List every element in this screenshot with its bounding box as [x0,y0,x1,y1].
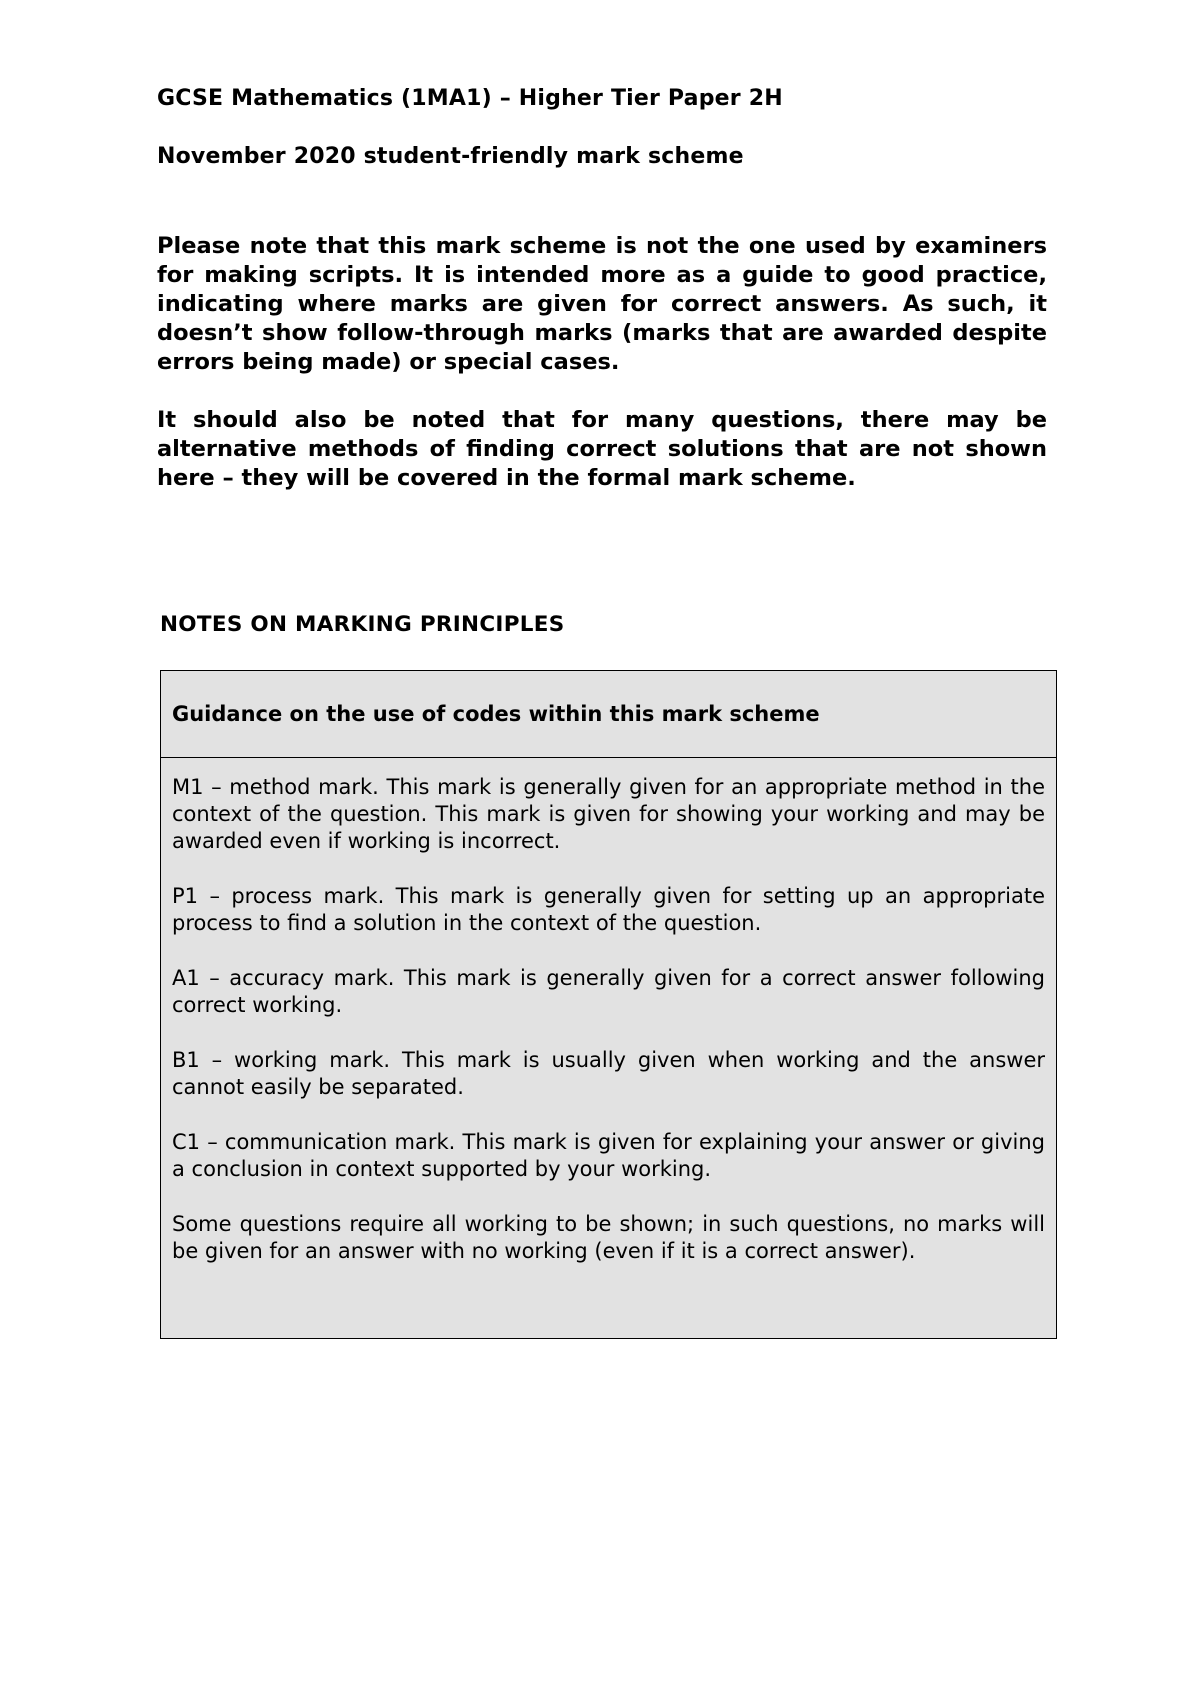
document-title: GCSE Mathematics (1MA1) – Higher Tier Paper 2H [157,86,783,111]
code-b1-description: B1 – working mark. This mark is usually given when working and the answer cannot easily be separated. [172,1048,1045,1099]
guidance-table [160,670,1057,1339]
code-m1-description: M1 – method mark. This mark is generally given for an appropriate method in the context of the question. This mark is given for showing your working and may be awarded even if working is incorrect. [172,775,1045,853]
working-requirement-note: Some questions require all working to be shown; in such questions, no marks will be given for an answer with no working (even if it is a correct answer). [172,1212,1045,1263]
guidance-table-body [161,758,1056,1265]
disclaimer-paragraph: Please note that this mark scheme is not the one used by examiners for making scripts. It is intended more as a guide to good practice, indicating where marks are given for correct answers. As such, it doesn’t show follow-through marks (marks that are awarded despite errors being made) or special cases. [157,233,1047,375]
document-subtitle: November 2020 student-friendly mark scheme [157,144,744,169]
section-heading: NOTES ON MARKING PRINCIPLES [160,612,565,637]
code-c1-description: C1 – communication mark. This mark is given for explaining your answer or giving a conclusion in context supported by your working. [172,1130,1045,1181]
alternative-methods-paragraph: It should also be noted that for many questions, there may be alternative methods of finding correct solutions that are not shown here – they will be covered in the formal mark scheme. [157,407,1047,491]
code-p1-description: P1 – process mark. This mark is generally given for setting up an appropriate process to find a solution in the context of the question. [172,884,1045,935]
guidance-table-header: Guidance on the use of codes within this mark scheme [161,671,1056,758]
code-a1-description: A1 – accuracy mark. This mark is generally given for a correct answer following correct working. [172,966,1045,1017]
